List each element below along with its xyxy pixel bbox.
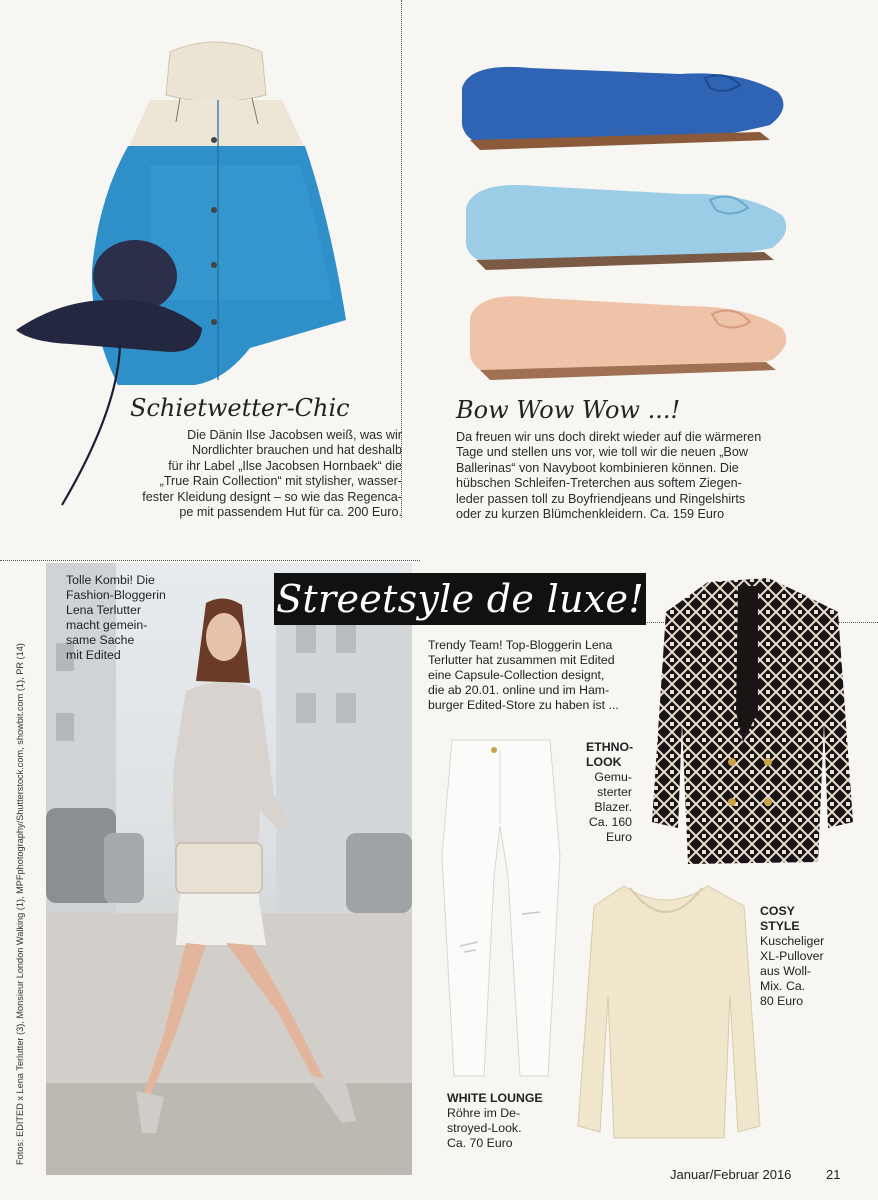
text-line: Die Dänin Ilse Jacobsen weiß, was wir xyxy=(187,428,402,442)
text-line: Mix. Ca. xyxy=(760,979,806,993)
text-line: oder zu kurzen Blümchenkleidern. Ca. 159 Euro xyxy=(456,507,725,522)
text-line: Euro xyxy=(606,830,632,844)
white-lounge-heading: WHITE LOUNGE xyxy=(447,1091,543,1105)
text-line: Trendy Team! Top-Bloggerin Lena xyxy=(428,638,613,652)
text-line: Da freuen wir uns doch direkt wieder auf die wärmeren xyxy=(456,430,762,444)
text-line: burger Edited-Store zu haben ist ... xyxy=(428,698,619,712)
text-line: Ballerinas“ von Navyboot kombinieren können. Die xyxy=(456,460,739,475)
cosy-caption xyxy=(760,904,870,1009)
text-line: Ca. 160 xyxy=(588,815,632,829)
cosy-heading: STYLE xyxy=(760,919,800,933)
ethno-heading: ETHNO- xyxy=(586,740,634,754)
text-line: same Sache xyxy=(66,633,135,647)
text-line: Terlutter hat zusammen mit Edited xyxy=(428,653,615,667)
text-line: Tolle Kombi! Die xyxy=(66,573,155,587)
jeans-illustration xyxy=(430,736,570,1086)
text-line: Röhre im De- xyxy=(447,1106,521,1120)
text-line: für ihr Label „Ilse Jacobsen Hornbaek“ die xyxy=(168,458,402,473)
text-line: mit Edited xyxy=(66,648,121,662)
shoe-nude xyxy=(470,296,786,380)
text-line: stroyed-Look. xyxy=(447,1121,522,1135)
section-divider-left xyxy=(0,560,420,561)
page-number: 21 xyxy=(826,1167,841,1182)
text-line: Nordlichter brauchen und hat deshalb xyxy=(191,443,402,458)
text-line: Tage und stellen uns vor, wie toll wir die neuen „Bow xyxy=(456,445,748,460)
ethno-caption xyxy=(586,740,652,845)
shoe-navy xyxy=(462,67,784,150)
streetstyle-banner: Streetsyle de luxe! xyxy=(274,573,646,625)
text-line: eine Capsule-Collection designt, xyxy=(428,668,605,682)
text-line: pe mit passendem Hut für ca. 200 Euro. xyxy=(179,505,402,520)
text-line: sterter xyxy=(597,785,632,799)
column-divider xyxy=(401,0,402,518)
text-line: Kuscheliger xyxy=(760,934,825,948)
text-line: macht gemein- xyxy=(66,618,148,632)
text-line: leder passen toll zu Boyfriendjeans und Ringelshirts xyxy=(456,491,746,506)
issue-date: Januar/Februar 2016 xyxy=(670,1167,792,1182)
ballerinas-illustration xyxy=(440,40,820,390)
photo-credit: Fotos: EDITED x Lena Terlutter (3), Monsieur London Walking (1), MPFphotography/Shutterstock.com, showbit.com (1), PR (14) xyxy=(15,643,25,1165)
pullover-illustration xyxy=(574,876,764,1156)
text-line: Lena Terlutter xyxy=(66,603,141,617)
text-line: die ab 20.01. online und im Ham- xyxy=(428,683,610,697)
streetstyle-intro xyxy=(428,638,658,713)
text-line: hübschen Schleifen-Treterchen aus softem Ziegen- xyxy=(456,476,742,491)
kombi-caption xyxy=(66,573,186,663)
text-line: fester Kleidung designt – so wie das Regenca- xyxy=(142,489,402,504)
text-line: Fashion-Bloggerin xyxy=(66,588,166,602)
text-line: Blazer. xyxy=(594,800,632,814)
shoe-lightblue xyxy=(466,185,786,270)
text-line: aus Woll- xyxy=(760,964,812,978)
cosy-heading: COSY xyxy=(760,904,795,918)
blazer-illustration xyxy=(648,572,858,872)
text-line: 80 Euro xyxy=(760,994,804,1008)
text-line: Gemu- xyxy=(594,770,632,784)
text-line: XL-Pullover xyxy=(760,949,824,963)
section-text-schietwetter xyxy=(92,428,402,520)
section-title-bowwow: Bow Wow Wow ...! xyxy=(456,396,681,424)
ethno-heading: LOOK xyxy=(586,755,622,769)
text-line: „True Rain Collection“ mit stylisher, wasser- xyxy=(159,474,402,489)
section-title-schietwetter: Schietwetter-Chic xyxy=(130,394,350,422)
text-line: Ca. 70 Euro xyxy=(447,1136,513,1150)
section-text-bowwow xyxy=(456,430,836,522)
white-lounge-caption xyxy=(447,1091,567,1151)
